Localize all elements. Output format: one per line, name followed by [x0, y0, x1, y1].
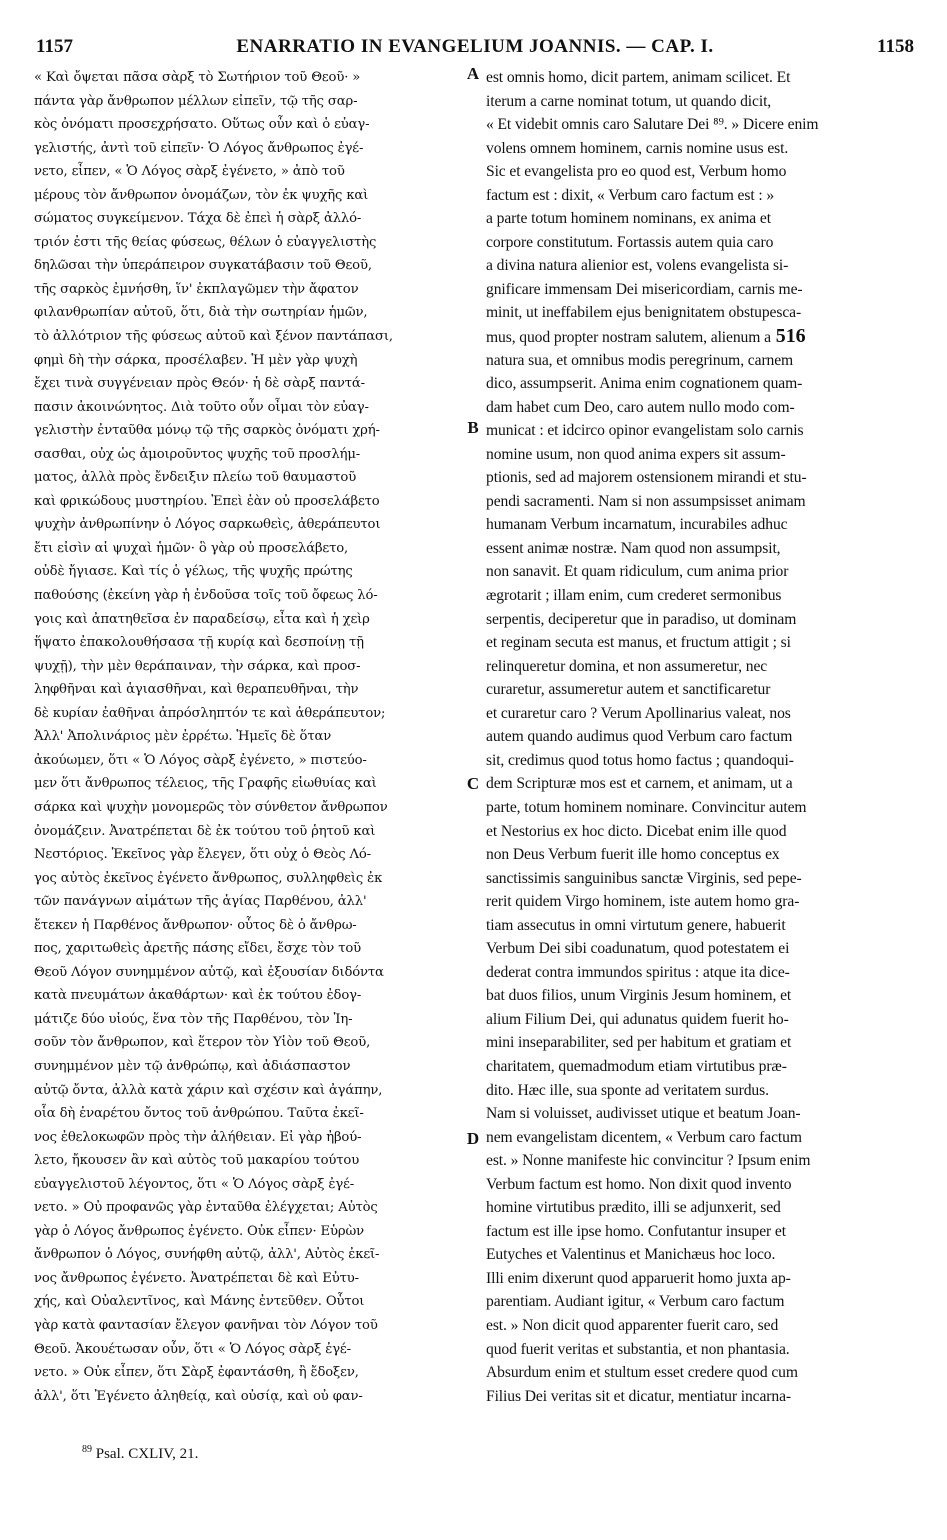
latin-text-line: nomine usum, non quod anima expers sit assum-: [486, 445, 786, 463]
latin-text-line: autem quando audimus quod Verbum caro factum: [486, 728, 793, 746]
latin-text-line: charitatem, quemadmodum etiam virtutibus præ-: [486, 1057, 787, 1075]
greek-text-line: τῶν πανάγνων αἱμάτων τῆς ἁγίας Παρθένου, ἀλλ': [34, 894, 367, 910]
greek-text-line: « Καὶ ὄψεται πᾶσα σὰρξ τὸ Σωτήριον τοῦ Θεοῦ· »: [34, 70, 361, 85]
greek-text-line: φημὶ δὴ τὴν σάρκα, προσέλαβεν. Ἡ μὲν γὰρ ψυχὴ: [34, 352, 358, 368]
latin-text-line: mus, quod propter nostram salutem, alienum a 516: [486, 325, 806, 348]
latin-text-line: Sic et evangelista pro eo quod est, Verbum homo: [486, 163, 787, 181]
greek-text-line: νος ἐθελοκωφῶν πρὸς τὴν ἀλήθειαν. Εἰ γὰρ ἠβού-: [34, 1129, 362, 1145]
latin-text-line: mini inseparabiliter, sed per habitum et gratiam et: [486, 1034, 792, 1052]
greek-text-line: γελιστὴν ἐνταῦθα μόνῳ τῷ τῆς σαρκὸς ὀνόματι χρή-: [34, 423, 380, 439]
latin-text-line: « Et videbit omnis caro Salutare Dei ⁸⁹. » Dicere enim: [486, 116, 819, 134]
greek-text-line: τῆς σαρκὸς ἐμνήσθη, ἵν' ἐκπλαγῶμεν τὴν ἄφατον: [34, 281, 359, 297]
greek-text-line: καὶ φρικώδους μυστηρίου. Ἐπεὶ ἐὰν οὐ προσελάβετο: [34, 493, 380, 509]
latin-text-line: tiam assecutus in omni virtutum genere, habuerit: [486, 916, 786, 934]
greek-text-line: παθούσης (ἐκείνη γὰρ ἡ ἐνδοῦσα τοῖς τοῦ ὄφεως λό-: [34, 588, 378, 604]
greek-text-line: ὀνομάζειν. Ἀνατρέπεται δὲ ἐκ τούτου τοῦ ῥητοῦ καὶ: [34, 823, 376, 839]
latin-text-line: volens omnem hominem, carnis nomine usus est.: [486, 139, 789, 157]
latin-text-line: Illi enim dixerunt quod apparuerit homo juxta ap-: [486, 1269, 791, 1287]
latin-text-line: ægrotarit ; illam enim, cum crederet sermonibus: [486, 587, 782, 605]
greek-text-line: ἔτι εἰσὶν αἱ ψυχαὶ ἡμῶν· ὃ γὰρ οὐ προσελάβετο,: [34, 540, 349, 556]
greek-text-line: αὐτῷ ὄντα, ἀλλὰ κατὰ χάριν καὶ σχέσιν καὶ ἀγάπην,: [34, 1082, 383, 1098]
latin-text-line: corpore constitutum. Fortassis autem quia caro: [486, 233, 774, 251]
latin-text-line: relinqueretur domina, et non assumeretur, nec: [486, 657, 768, 675]
latin-text-line: Verbum factum est homo. Non dixit quod invento: [486, 1175, 792, 1193]
greek-text-line: Νεστόριος. Ἐκεῖνος γὰρ ἔλεγεν, ὅτι οὐχ ὁ Θεὸς Λό-: [34, 847, 371, 863]
greek-text-line: πος, χαριτωθεὶς ἀρετῆς πάσης εἴδει, ἔσχε τὸν τοῦ: [34, 941, 362, 957]
greek-text-line: σοῦν τὸν ἄνθρωπον, καὶ ἕτερον τὸν Υἱὸν τοῦ Θεοῦ,: [34, 1035, 371, 1051]
greek-text-line: οὐδὲ ἤγιασε. Καὶ τίς ὁ γέλως, τῆς ψυχῆς πρώτης: [34, 564, 353, 580]
greek-text-line: σώματος συγκείμενον. Τάχα δὲ ἐπεὶ ἡ σὰρξ ἀλλό-: [34, 211, 362, 227]
section-marker-b: B: [467, 418, 479, 437]
greek-text-line: μάτιζε δύο υἱούς, ἕνα τὸν τῆς Παρθένου, τὸν Ἰη-: [34, 1011, 353, 1027]
latin-text-line: alium Filium Dei, qui adunatus quidem fuerit ho-: [486, 1010, 789, 1028]
latin-text-line: et reginam secuta est manus, et fructum attigit ; si: [486, 634, 791, 652]
greek-text-line: νετο, εἶπεν, « Ὁ Λόγος σὰρξ ἐγένετο, » ἀπὸ τοῦ: [34, 164, 345, 180]
latin-text-line: humanam Verbum incarnatum, incurabiles adhuc: [486, 516, 788, 534]
latin-text-line: nem evangelistam dicentem, « Verbum caro factum: [486, 1128, 802, 1146]
greek-text-line: Θεοῦ Λόγον συνημμένον αὐτῷ, καὶ ἐξουσίαν διδόντα: [34, 964, 384, 980]
greek-text-line: χής, καὶ Οὐαλεντῖνος, καὶ Μάνης ἐντεῦθεν. Οὗτοι: [34, 1294, 365, 1310]
greek-text-line: ψυχῇ), τὴν μὲν θεράπαιναν, τὴν σάρκα, καὶ προσ-: [34, 658, 361, 674]
greek-text-line: ἄνθρωπον ὁ Λόγος, συνήφθη αὐτῷ, ἀλλ', Αὐτὸς ἐκεῖ-: [34, 1247, 380, 1263]
margin-page-number: 516: [770, 325, 806, 348]
greek-text-line: νος ἄνθρωπος ἐγένετο. Ἀνατρέπεται δὲ καὶ Εὐτυ-: [34, 1270, 359, 1286]
greek-text-line: ἥψατο ἐπακολουθήσασα τῇ κυρίᾳ καὶ δεσποίνῃ τῇ: [34, 635, 364, 651]
latin-text-line: est. » Nonne manifeste hic convincitur ? Ipsum enim: [486, 1152, 811, 1170]
latin-text-line: est. » Non dicit quod apparenter fuerit caro, sed: [486, 1316, 779, 1334]
latin-text-line: dito. Hæc ille, sua sponte ad veritatem surdus.: [486, 1081, 769, 1099]
greek-text-line: φιλανθρωπίαν αὐτοῦ, ὅτι, διὰ τὴν σωτηρίαν ἡμῶν,: [34, 305, 368, 321]
latin-text-line: natura sua, et omnibus modis peregrinum, carnem: [486, 351, 794, 369]
greek-text-line: εὐαγγελιστοῦ λέγοντος, ὅτι « Ὁ Λόγος σὰρξ ἐγέ-: [34, 1176, 355, 1192]
greek-text-line: γοις καὶ ἀπατηθεῖσα ἐν παραδείσῳ, εἶτα καὶ ἡ χεὶρ: [34, 611, 370, 627]
latin-text-line: iterum a carne nominat totum, ut quando dicit,: [486, 92, 772, 110]
running-header: [36, 36, 914, 62]
greek-text-line: νετο. » Οὐ προφανῶς γὰρ ἐνταῦθα ἐλέγχεται; Αὐτὸς: [34, 1200, 378, 1216]
latin-text-line: Verbum Dei sibi coadunatum, quod potestatem ei: [486, 940, 790, 958]
greek-text-line: πάντα γὰρ ἄνθρωπον μέλλων εἰπεῖν, τῷ τῆς σαρ-: [34, 93, 358, 109]
greek-text-line: ληφθῆναι καὶ ἁγιασθῆναι, καὶ θεραπευθῆναι, τὴν: [34, 682, 359, 698]
latin-text-line: sit, credimus quod totus homo factus ; quandoqui-: [486, 751, 794, 769]
greek-text-line: ἀλλ', ὅτι Ἐγένετο ἀληθείᾳ, καὶ οὐσίᾳ, καὶ οὐ φαν-: [34, 1388, 363, 1404]
greek-text-line: μεν ὅτι ἄνθρωπος τέλειος, τῆς Γραφῆς εἰωθυίας καὶ: [34, 776, 377, 792]
latin-text-line: rerit quidem Virgo hominem, iste autem homo gra-: [486, 893, 800, 911]
greek-text-line: μέρους τὸν ἄνθρωπον ὀνομάζων, τὸν ἐκ ψυχῆς καὶ: [34, 187, 369, 203]
greek-text-line: νετο. » Οὐκ εἶπεν, ὅτι Σὰρξ ἐφαντάσθη, ἢ ἔδοξεν,: [34, 1365, 359, 1381]
latin-text-line: quod fuerit veritas et substantia, et non phantasia.: [486, 1340, 790, 1358]
greek-text-line: ψυχὴν ἀνθρωπίνην ὁ Λόγος σαρκωθεὶς, ἀθεράπευτοι: [34, 517, 381, 533]
latin-text-line: Eutyches et Valentinus et Manichæus hoc loco.: [486, 1246, 776, 1264]
greek-text-line: πασιν ἀκοινώνητος. Διὰ τοῦτο οὖν οἶμαι τὸν εὐαγ-: [34, 399, 369, 415]
latin-text-line: est omnis homo, dicit partem, animam scilicet. Et: [486, 69, 791, 86]
latin-text-line: ptionis, sed ad majorem ostensionem mirandi et stu-: [486, 469, 807, 487]
footnote-mark: 89: [82, 1444, 92, 1455]
greek-text-line: λετο, ἤκουσεν ἂν καὶ αὐτὸς τοῦ μακαρίου τούτου: [34, 1153, 360, 1169]
footnote: [82, 1444, 198, 1463]
greek-text-line: οἷα δὴ ἐναρέτου ὄντος τοῦ ἀνθρώπου. Ταῦτα ἐκεῖ-: [34, 1106, 364, 1122]
latin-text-line: serpentis, deciperetur que in paradiso, ut dominam: [486, 610, 797, 628]
latin-text-line: minit, ut ineffabilem ejus benignitatem obstupesca-: [486, 304, 802, 322]
latin-text-line: municat : et idcirco opinor evangelistam solo carnis: [486, 422, 804, 440]
latin-text-line: factum est ille ipse homo. Confutantur insuper et: [486, 1222, 786, 1240]
greek-text-line: σάρκα καὶ ψυχὴν μονομερῶς τὸν σύνθετον ἄνθρωπον: [34, 799, 388, 815]
page-number-right: 1158: [877, 36, 914, 57]
latin-text-line: factum est : dixit, « Verbum caro factum est : »: [486, 186, 775, 204]
latin-text-line: essent animæ nostræ. Nam quod non assumpsit,: [486, 539, 781, 557]
latin-text-line: Absurdum enim et stultum esset credere quod cum: [486, 1364, 798, 1382]
section-marker-c: C: [466, 774, 480, 793]
greek-text-line: ματος, ἀλλὰ πρὸς ἔνδειξιν πλείω τοῦ θαυμαστοῦ: [34, 470, 357, 486]
latin-text-line: homine virtutibus prædito, illi se adjunxerit, sed: [486, 1199, 781, 1217]
latin-text-line: Filius Dei veritas sit et dicatur, mentiatur incarna-: [486, 1387, 791, 1405]
latin-text-line: non Deus Verbum fuerit ille homo conceptus ex: [486, 846, 780, 864]
page-number-left: 1157: [36, 36, 73, 57]
greek-text-line: Θεοῦ. Ἀκουέτωσαν οὖν, ὅτι « Ὁ Λόγος σὰρξ ἐγέ-: [34, 1341, 351, 1357]
latin-text-line: et Nestorius ex hoc dicto. Dicebat enim ille quod: [486, 822, 787, 840]
greek-text-line: κὸς ὀνόματι προσεχρήσατο. Οὕτως οὖν καὶ ὁ εὐαγ-: [34, 117, 370, 133]
latin-text-line: non sanavit. Et quam ridiculum, cum anima prior: [486, 563, 789, 581]
greek-text-line: κατὰ πνευμάτων ἀκαθάρτων· καὶ ἐκ τούτου ἐδογ-: [34, 988, 362, 1004]
greek-text-line: δηλῶσαι τὴν ὑπεράπειρον συγκατάβασιν τοῦ Θεοῦ,: [34, 258, 372, 274]
latin-column: [486, 66, 914, 1408]
greek-text-line: Ἀλλ' Ἀπολινάριος μὲν ἐρρέτω. Ἡμεῖς δὲ ὅταν: [34, 729, 332, 745]
latin-text-line: dam habet cum Deo, caro autem nullo modo com-: [486, 398, 795, 416]
greek-text-line: γὰρ κατὰ φαντασίαν ἔλεγον φανῆναι τὸν Λόγον τοῦ: [34, 1317, 378, 1333]
latin-text-line: bat duos filios, unum Virginis Jesum hominem, et: [486, 987, 792, 1005]
latin-text-line: pendi sacramenti. Nam si non assumpsisset animam: [486, 492, 806, 510]
greek-text-line: γὰρ ὁ Λόγος ἄνθρωπος ἐγένετο. Οὐκ εἶπεν· Εὑρὼν: [34, 1223, 364, 1239]
greek-text-line: σασθαι, οὐχ ὡς ἀμοιροῦντος ψυχῆς τοῦ προσλήμ-: [34, 446, 361, 462]
greek-text-line: τριόν ἐστι τῆς θείας φύσεως, θέλων ὁ εὐαγγελιστὴς: [34, 234, 377, 250]
section-marker-a: A: [466, 64, 480, 83]
latin-text-line: gnificare immensam Dei misericordiam, carnis me-: [486, 280, 803, 298]
greek-text-line: συνημμένον μὲν τῷ ἀνθρώπῳ, καὶ ἀδιάσπαστον: [34, 1058, 351, 1074]
latin-text-line: parentiam. Audiant igitur, « Verbum caro factum: [486, 1293, 785, 1311]
footnote-text: Psal. CXLIV, 21.: [95, 1446, 199, 1462]
latin-text-line: parte, totum hominem nominare. Convincitur autem: [486, 798, 807, 816]
latin-text-line: dico, assumpserit. Anima enim cognationem quam-: [486, 375, 803, 393]
greek-column: [34, 66, 456, 1408]
greek-text-line: δὲ κυρίαν ἐαθῆναι ἀπρόσληπτόν τε καὶ ἀθεράπευτον;: [34, 705, 386, 721]
latin-text-line: sanctissimis sanguinibus sanctæ Virginis, sed pepe-: [486, 869, 802, 887]
greek-text-line: ἔχει τινὰ συγγένειαν πρὸς Θεόν· ἡ δὲ σὰρξ παντά-: [34, 376, 365, 392]
latin-text-line: a divina natura alienior est, volens evangelista si-: [486, 257, 789, 275]
latin-text-line: dederat contra immundos spiritus : atque ita dice-: [486, 963, 790, 981]
running-title: ENARRATIO IN EVANGELIUM JOANNIS. — CAP. I.: [236, 36, 714, 57]
latin-text-line: dem Scripturæ mos est et carnem, et animam, ut a: [486, 775, 793, 793]
latin-text-line: curaretur, assumeretur autem et sanctificaretur: [486, 681, 771, 699]
greek-text-line: ἔτεκεν ἡ Παρθένος ἄνθρωπον· οὗτος δὲ ὁ ἄνθρω-: [34, 917, 357, 933]
latin-text-line: et curaretur caro ? Verum Apollinarius valeat, nos: [486, 704, 791, 722]
greek-text-line: γελιστής, ἀντὶ τοῦ εἰπεῖν· Ὁ Λόγος ἄνθρωπος ἐγέ-: [34, 140, 364, 156]
latin-text-line: a parte totum hominem nominans, ex anima et: [486, 210, 771, 228]
section-marker-d: D: [466, 1129, 480, 1148]
latin-text-line: Nam si voluisset, audivisset utique et beatum Joan-: [486, 1105, 801, 1123]
greek-text-line: τὸ ἀλλότριον τῆς φύσεως αὐτοῦ καὶ ξένον παντάπασι,: [34, 329, 393, 345]
greek-text-line: ἀκούωμεν, ὅτι « Ὁ Λόγος σὰρξ ἐγένετο, » πιστεύο-: [34, 752, 367, 768]
greek-text-line: γος αὐτὸς ἐκεῖνος ἐγένετο ἄνθρωπος, συλληφθεὶς ἐκ: [34, 870, 383, 886]
